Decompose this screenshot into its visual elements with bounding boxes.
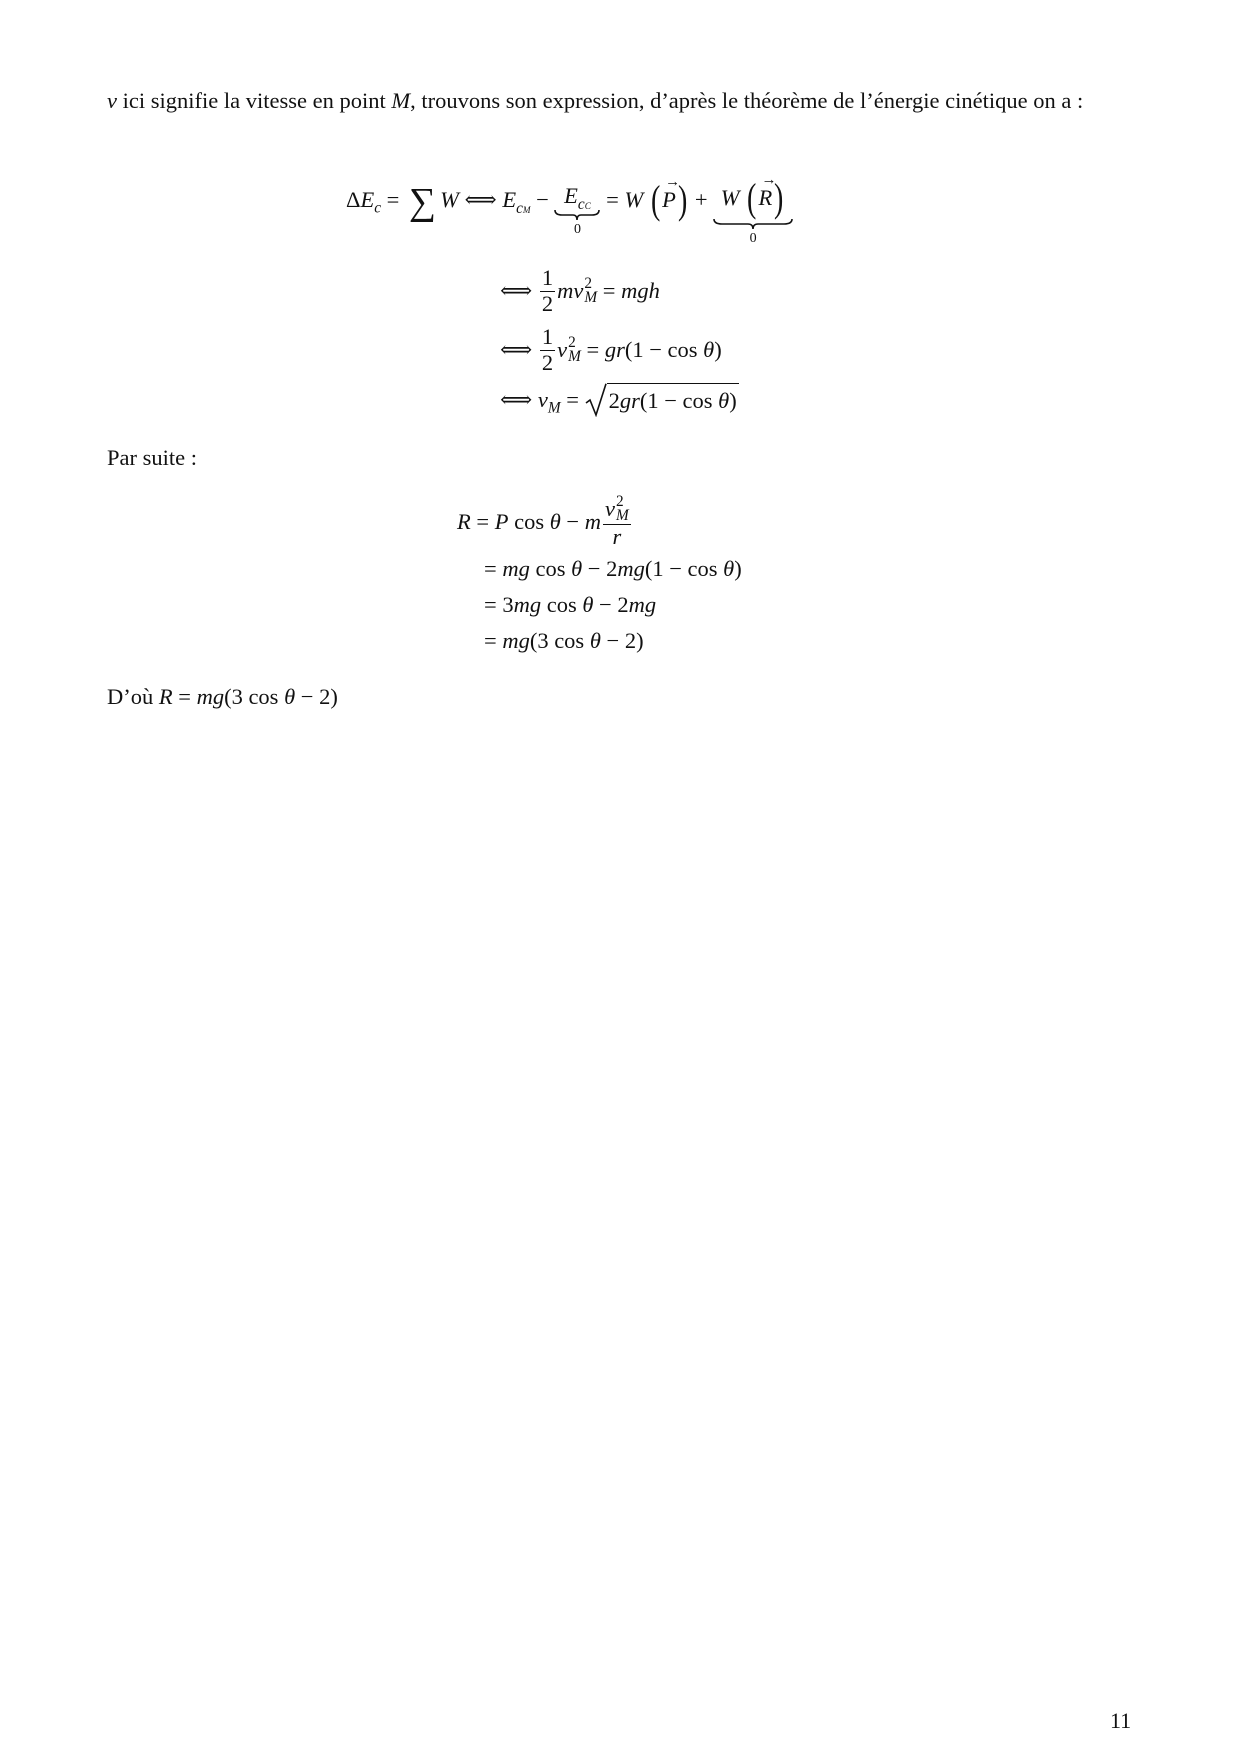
eq2-line2: = mg cos θ − 2mg(1 − cos θ) [484, 556, 742, 581]
eq2-line1: R = P cos θ − m v 2 M r [457, 493, 629, 549]
var-M: M [391, 88, 411, 113]
intro-paragraph [107, 84, 1141, 117]
underbrace-label: 0 [749, 231, 757, 246]
conclusion: D’où R = mg(3 cos θ − 2) [107, 684, 338, 709]
par-suite-text: Par suite : [107, 445, 197, 470]
sqrt-sign-icon [585, 383, 607, 417]
underbrace-label: 0 [573, 222, 581, 237]
conclusion-prefix: D’où [107, 684, 159, 709]
eq1-line2: ⟺ $\frac{1}{2}$ mv 2 M = mgh [500, 264, 660, 316]
eq2-line4: = mg(3 cos θ − 2) [484, 628, 644, 653]
underbrace-wr: W ( R → ) 0 [713, 178, 793, 246]
intro-text-part1: ici signifie la vitesse en point [117, 88, 392, 113]
eq1-line4: ⟺ $v_M$ = 2gr(1 − cos θ) [500, 380, 739, 420]
page-number: 11 [1110, 1708, 1132, 1733]
var-v: v [107, 88, 117, 113]
underbrace-icon [554, 209, 600, 221]
eq1-line1: $\Delta E_c$ = ∑ W ⟺ $E_{cM}$ − $E_{cC}$ 0 = W ( P → ) + W ( R → ) 0 [346, 178, 793, 222]
square-root: 2gr(1 − cos θ) [585, 383, 739, 417]
intro-text-part2: , trouvons son expression, d’après le théorème de l’énergie cinétique on a : [410, 88, 1084, 113]
underbrace-ecc: $E_{cC}$ 0 [554, 183, 600, 237]
eq1-line3: ⟺ $\frac{1}{2}$ v 2 M = gr(1 − cos θ) [500, 323, 722, 375]
eq2-line3: = 3mg cos θ − 2mg [484, 592, 657, 617]
sum-symbol: ∑ [408, 181, 437, 223]
